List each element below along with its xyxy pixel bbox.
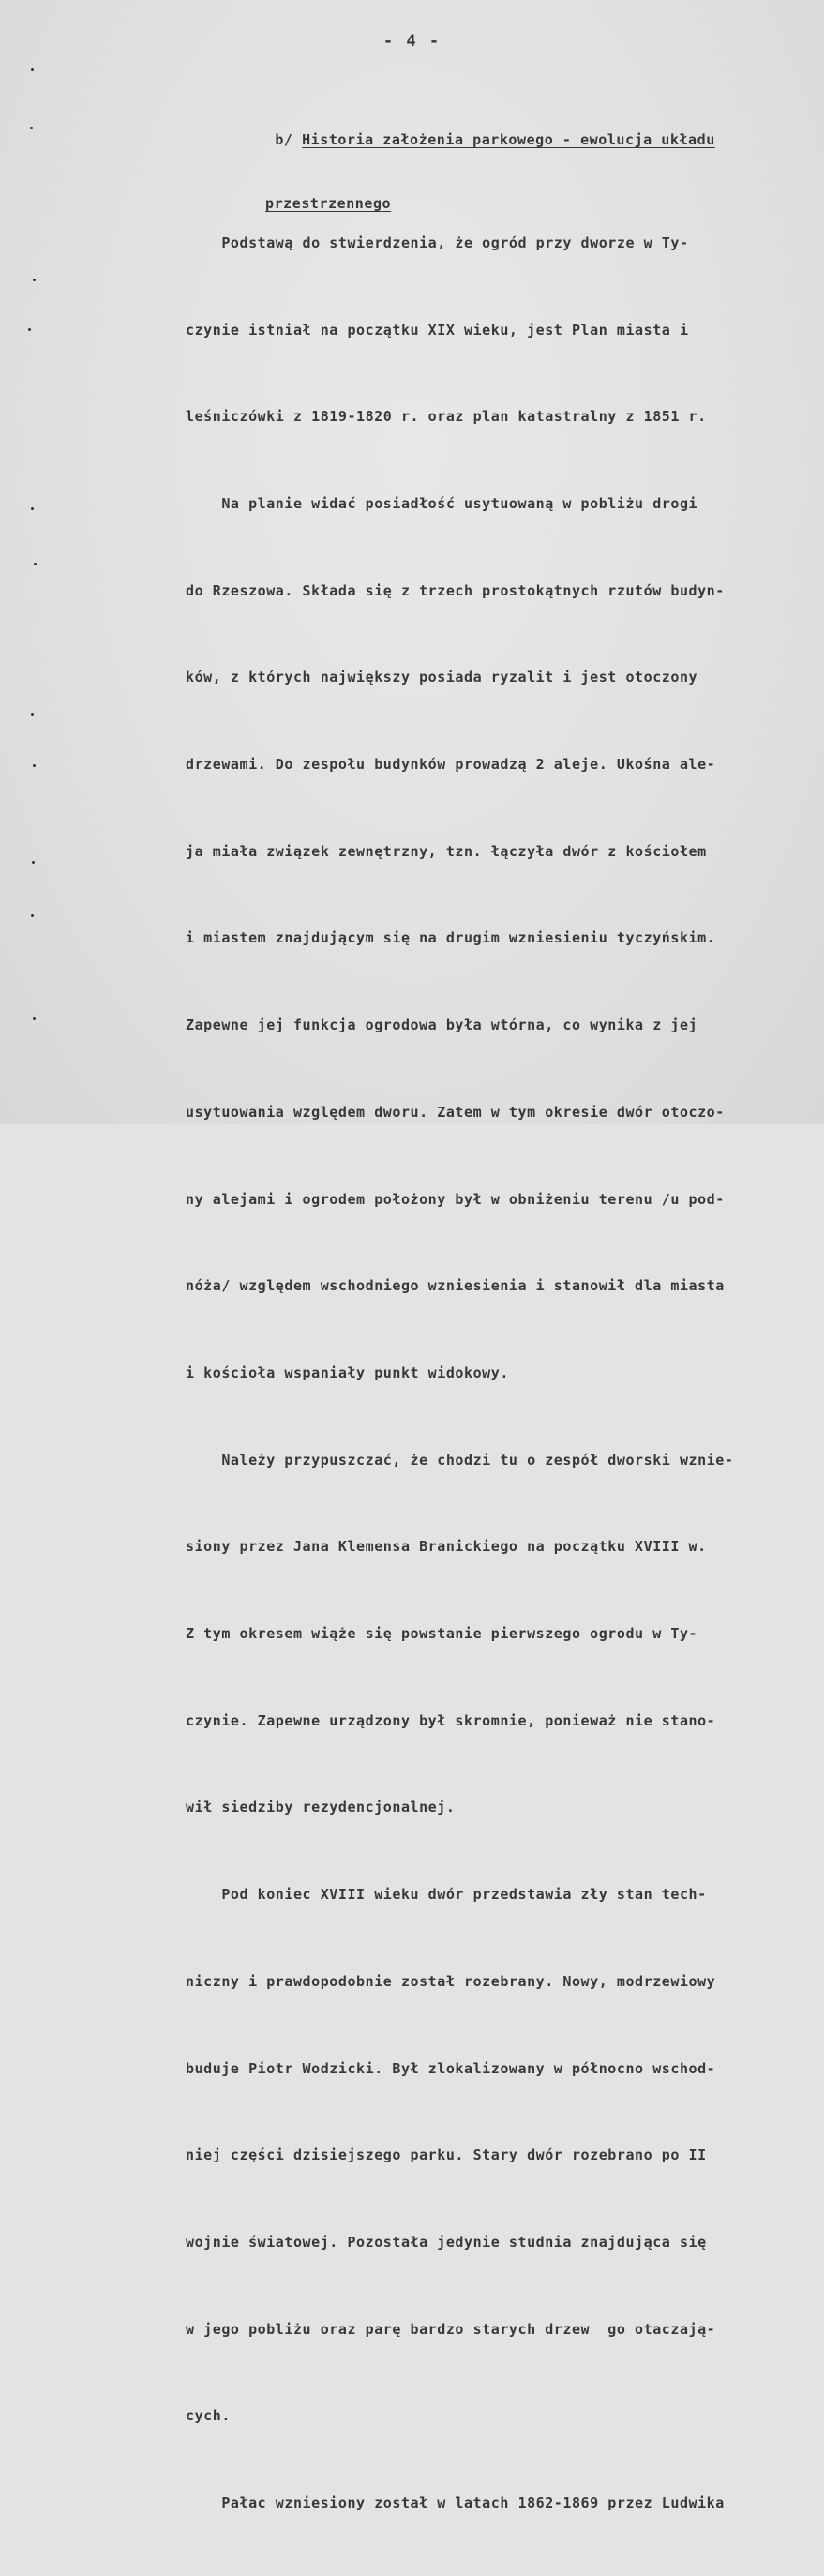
text-line: Pałac wzniesiony został w latach 1862-1869 przez Ludwika — [186, 2494, 725, 2512]
scan-speck — [30, 127, 33, 129]
text-line: leśniczówki z 1819-1820 r. oraz plan katastralny z 1851 r. — [186, 408, 707, 426]
text-line: Podstawą do stwierdzenia, że ogród przy dworze w Ty- — [186, 233, 689, 251]
text-line: buduje Piotr Wodzicki. Był zlokalizowany w północno wschod- — [186, 2059, 716, 2077]
scan-speck — [33, 279, 36, 281]
scan-speck — [31, 68, 34, 71]
text-line: siony przez Jana Klemensa Branickiego na początku XVIII w. — [186, 1538, 707, 1556]
text-line: ny alejami i ogrodem położony był w obniżeniu terenu /u pod- — [186, 1190, 725, 1208]
text-line: wił siedziby rezydencjonalnej. — [186, 1799, 456, 1816]
scan-speck — [33, 764, 36, 767]
heading-line-1: Historia założenia parkowego - ewolucja układu — [302, 131, 715, 148]
scan-speck — [31, 914, 34, 917]
text-line: usytuowania względem dworu. Zatem w tym okresie dwór otoczo- — [186, 1103, 725, 1121]
text-line: cych. — [186, 2407, 231, 2425]
scan-speck — [28, 328, 31, 331]
text-line: Zapewne jej funkcja ogrodowa była wtórna, co wynika z jej — [186, 1017, 698, 1034]
heading-prefix: b/ — [275, 131, 303, 148]
scan-speck — [31, 507, 34, 510]
text-line: Na planie widać posiadłość usytuowaną w pobliżu drogi — [186, 494, 698, 512]
text-line: niczny i prawdopodobnie został rozebrany. Nowy, modrzewiowy — [186, 1972, 716, 1990]
text-line: niej części dzisiejszego parku. Stary dwór rozebrano po II — [186, 2147, 707, 2164]
text-line: Należy przypuszczać, że chodzi tu o zespół dworski wznie- — [186, 1451, 734, 1469]
text-line: ja miała związek zewnętrzny, tzn. łączyła dwór z kościołem — [186, 842, 707, 860]
text-line: i miastem znajdującym się na drugim wzniesieniu tyczyńskim. — [186, 929, 716, 947]
text-line: drzewami. Do zespołu budynków prowadzą 2 aleje. Ukośna ale- — [186, 756, 716, 774]
text-line: czynie. Zapewne urządzony był skromnie, ponieważ nie stano- — [186, 1711, 716, 1729]
text-line: ków, z których największy posiada ryzalit i jest otoczony — [186, 669, 698, 686]
text-line: Z tym okresem wiąże się powstanie pierwszego ogrodu w Ty- — [186, 1625, 698, 1643]
text-line: czynie istniał na początku XIX wieku, jest Plan miasta i — [186, 321, 689, 339]
scan-speck — [33, 1017, 36, 1020]
text-line: wojnie światowej. Pozostała jedynie studnia znajdująca się — [186, 2233, 707, 2251]
text-line: w jego pobliżu oraz parę bardzo starych drzew go otaczają- — [186, 2320, 716, 2338]
scan-speck — [31, 713, 34, 716]
page-number: - 4 - — [382, 32, 442, 51]
scan-speck — [34, 563, 37, 565]
text-line: do Rzeszowa. Składa się z trzech prostokątnych rzutów budyn- — [186, 581, 725, 599]
scan-speck — [32, 861, 35, 864]
text-line: nóża/ względem wschodniego wzniesienia i stanowił dla miasta — [186, 1277, 725, 1295]
body-text — [186, 171, 733, 2576]
heading-line-2: przestrzennego — [265, 195, 392, 212]
text-line: Pod koniec XVIII wieku dwór przedstawia zły stan tech- — [186, 1886, 707, 1904]
text-line: i kościoła wspaniały punkt widokowy. — [186, 1363, 509, 1381]
